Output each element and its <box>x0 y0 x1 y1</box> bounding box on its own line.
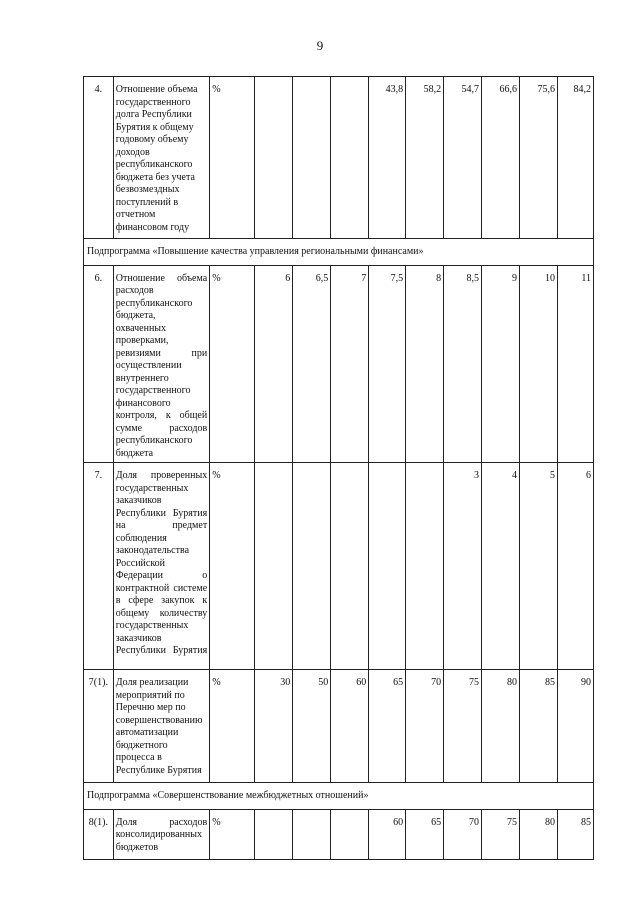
unit-cell: % <box>210 77 255 239</box>
value-cell <box>293 463 331 670</box>
value-cell: 85 <box>520 670 558 783</box>
value-cell: 70 <box>444 809 482 859</box>
value-cell: 65 <box>406 809 444 859</box>
row-number: 7(1). <box>84 670 114 783</box>
value-cell: 30 <box>255 670 293 783</box>
value-cell: 43,8 <box>369 77 406 239</box>
value-cell: 66,6 <box>482 77 520 239</box>
value-cell: 7,5 <box>369 265 406 463</box>
value-cell <box>331 463 369 670</box>
row-number: 7. <box>84 463 114 670</box>
subprogram-heading: Подпрограмма «Совершенствование межбюджетных отношений» <box>84 783 594 810</box>
table-row <box>84 77 594 239</box>
value-cell: 58,2 <box>406 77 444 239</box>
value-cell: 60 <box>331 670 369 783</box>
subprogram-heading-row <box>84 239 594 266</box>
indicator-name: Доля реализации мероприятий по Перечню мер по совершенствованию автоматизации бюджетного процесса в Республике Бурятия <box>113 670 209 783</box>
value-cell: 65 <box>369 670 406 783</box>
indicator-name: Отношение объема расходов республиканского бюджета, охваченных проверками, ревизиями при осуществлении внутреннего государственного финансового контроля, к общей сумме расходов республиканского бюджета <box>113 265 209 463</box>
value-cell: 50 <box>293 670 331 783</box>
value-cell <box>406 463 444 670</box>
value-cell: 6,5 <box>293 265 331 463</box>
subprogram-heading: Подпрограмма «Повышение качества управления региональными финансами» <box>84 239 594 266</box>
value-cell: 85 <box>557 809 593 859</box>
value-cell: 10 <box>520 265 558 463</box>
row-number: 6. <box>84 265 114 463</box>
unit-cell: % <box>210 670 255 783</box>
page-number: 9 <box>316 38 324 53</box>
value-cell: 70 <box>406 670 444 783</box>
value-cell: 9 <box>482 265 520 463</box>
value-cell: 75 <box>482 809 520 859</box>
table-row <box>84 265 594 463</box>
value-cell <box>255 463 293 670</box>
value-cell: 75,6 <box>520 77 558 239</box>
subprogram-heading-row <box>84 783 594 810</box>
value-cell: 8 <box>406 265 444 463</box>
indicator-name: Доля расходов консолидированных бюджетов <box>113 809 209 859</box>
indicator-name: Доля проверенных государственных заказчиков Республики Бурятия на предмет соблюдения законодательства Российской Федерации о контрактной системе в сфере закупок к общему количеству государственных заказчиков Республики Бурятия <box>113 463 209 670</box>
value-cell <box>331 77 369 239</box>
unit-cell: % <box>210 463 255 670</box>
value-cell: 84,2 <box>557 77 593 239</box>
unit-cell: % <box>210 809 255 859</box>
row-number: 4. <box>84 77 114 239</box>
table-row <box>84 809 594 859</box>
value-cell: 5 <box>520 463 558 670</box>
value-cell: 60 <box>369 809 406 859</box>
value-cell: 80 <box>520 809 558 859</box>
value-cell <box>369 463 406 670</box>
row-number: 8(1). <box>84 809 114 859</box>
value-cell: 6 <box>255 265 293 463</box>
value-cell: 8,5 <box>444 265 482 463</box>
value-cell: 3 <box>444 463 482 670</box>
value-cell: 80 <box>482 670 520 783</box>
value-cell <box>255 77 293 239</box>
value-cell: 75 <box>444 670 482 783</box>
value-cell: 6 <box>557 463 593 670</box>
value-cell <box>331 809 369 859</box>
value-cell: 54,7 <box>444 77 482 239</box>
indicator-name: Отношение объема государственного долга Республики Бурятия к общему годовому объему доходов республиканского бюджета без учета безвозмездных поступлений в отчетном финансовом году <box>113 77 209 239</box>
value-cell: 4 <box>482 463 520 670</box>
table-row <box>84 463 594 670</box>
value-cell <box>293 77 331 239</box>
indicators-table <box>83 76 594 860</box>
value-cell <box>293 809 331 859</box>
value-cell: 90 <box>557 670 593 783</box>
value-cell <box>255 809 293 859</box>
table-row <box>84 670 594 783</box>
value-cell: 7 <box>331 265 369 463</box>
value-cell: 11 <box>557 265 593 463</box>
unit-cell: % <box>210 265 255 463</box>
